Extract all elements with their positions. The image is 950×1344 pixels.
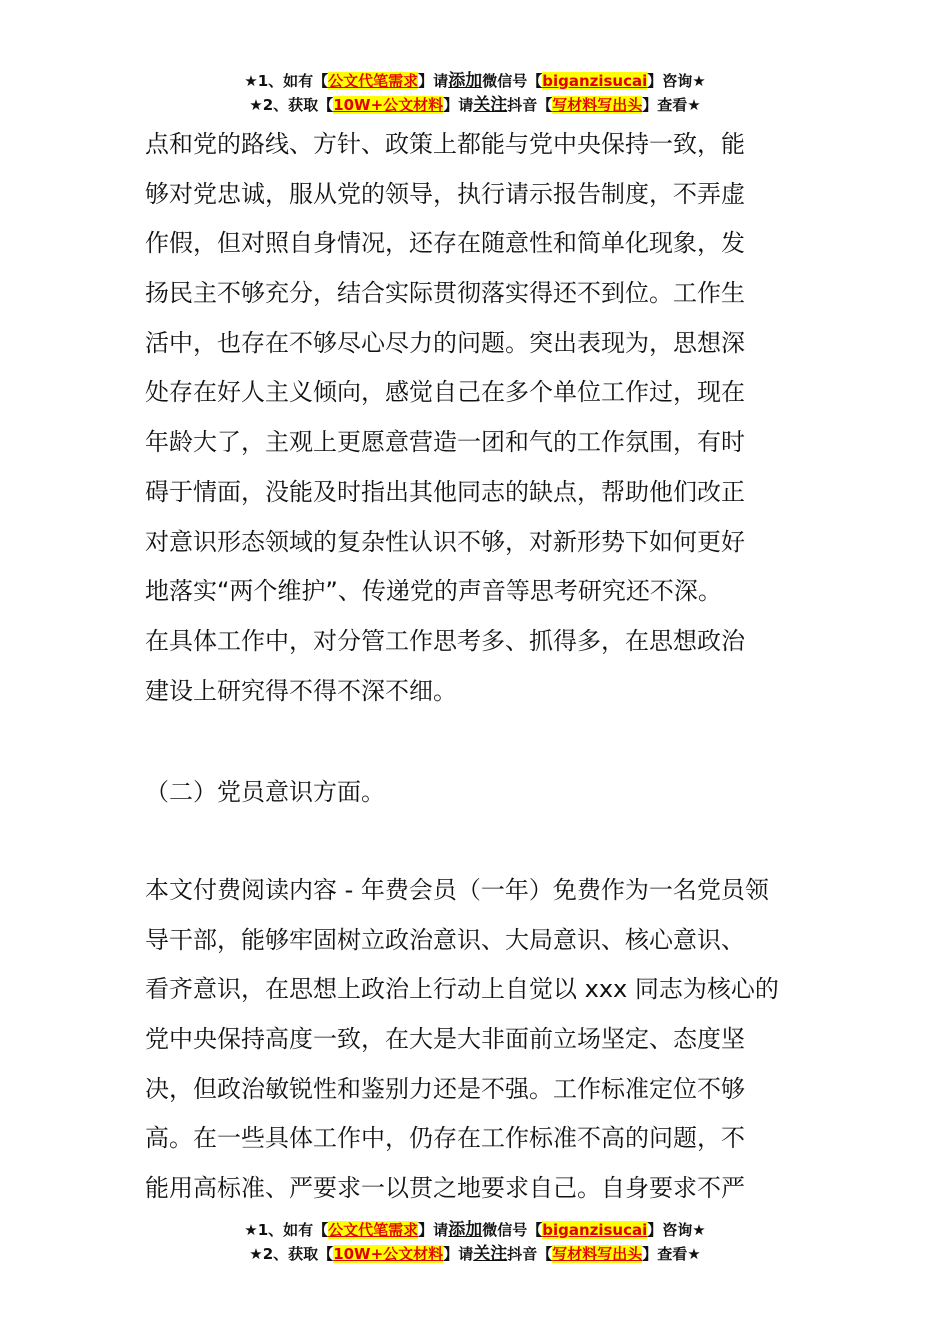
footer-banner	[0, 1218, 950, 1266]
text-line: 高。在一些具体工作中，仍存在工作标准不高的问题，不	[145, 1124, 745, 1153]
banner-line-2	[0, 1242, 950, 1266]
text-line: 地落实“两个维护”、传递党的声音等思考研究还不深。	[145, 577, 722, 606]
banner-text: 】请	[443, 96, 474, 114]
text-line: 看齐意识，在思想上政治上行动上自觉以 xxx 同志为核心的	[145, 975, 779, 1004]
banner-line-1	[0, 1218, 950, 1242]
banner-text: 】请	[418, 72, 449, 90]
banner-text: 微信号【	[482, 72, 543, 90]
underlined-text: 关注	[473, 1244, 508, 1264]
text-line: 点和党的路线、方针、政策上都能与党中央保持一致，能	[145, 130, 745, 158]
wechat-id: biganzisucai	[542, 1221, 648, 1239]
banner-text: 】请	[443, 1245, 474, 1263]
text-line: 处存在好人主义倾向，感觉自己在多个单位工作过，现在	[145, 378, 745, 407]
banner-text: ★2、获取【	[249, 1245, 334, 1263]
text-line: 本文付费阅读内容 - 年费会员（一年）免费作为一名党员领	[145, 876, 769, 904]
underlined-text: 添加	[448, 1220, 483, 1240]
banner-text: ★2、获取【	[249, 96, 334, 114]
heading-text: （二）党员意识方面。	[145, 778, 385, 806]
section-heading	[145, 768, 825, 818]
underlined-text: 添加	[448, 71, 483, 91]
banner-text: 】请	[418, 1221, 449, 1239]
text-line: 活中，也存在不够尽心尽力的问题。突出表现为，思想深	[145, 328, 745, 357]
text-line: 建设上研究得不得不深不细。	[145, 676, 457, 705]
paragraph-1	[145, 120, 825, 716]
text-line: 作假，但对照自身情况，还存在随意性和简单化现象，发	[145, 229, 745, 258]
underlined-text: 关注	[473, 95, 508, 115]
banner-text: 】查看★	[642, 96, 701, 114]
banner-text: 】咨询★	[647, 1221, 706, 1239]
douyin-id: 写材料写出头	[552, 1245, 643, 1263]
banner-line-1	[0, 69, 950, 93]
text-line: 对意识形态领域的复杂性认识不够，对新形势下如何更好	[145, 527, 745, 556]
banner-text: 】查看★	[642, 1245, 701, 1263]
banner-text: 】咨询★	[647, 72, 706, 90]
banner-line-2	[0, 93, 950, 117]
text-line: 党中央保持高度一致，在大是大非面前立场坚定、态度坚	[145, 1025, 745, 1054]
highlight-text: 公文代笔需求	[328, 1221, 419, 1239]
wechat-id: biganzisucai	[542, 72, 648, 90]
highlight-text: 10W+公文材料	[333, 1245, 444, 1263]
highlight-text: 10W+公文材料	[333, 96, 444, 114]
banner-text: 抖音【	[507, 1245, 553, 1263]
banner-text: 微信号【	[482, 1221, 543, 1239]
banner-text: ★1、如有【	[244, 1221, 329, 1239]
paragraph-2	[145, 866, 825, 1214]
text-line: 导干部，能够牢固树立政治意识、大局意识、核心意识、	[145, 925, 745, 954]
text-line: 在具体工作中，对分管工作思考多、抓得多，在思想政治	[145, 626, 745, 655]
text-line: 扬民主不够充分，结合实际贯彻落实得还不到位。工作生	[145, 279, 745, 308]
text-line: 年龄大了，主观上更愿意营造一团和气的工作氛围，有时	[145, 428, 745, 457]
douyin-id: 写材料写出头	[552, 96, 643, 114]
text-line: 碍于情面，没能及时指出其他同志的缺点，帮助他们改正	[145, 477, 745, 506]
text-line: 够对党忠诚，服从党的领导，执行请示报告制度，不弄虚	[145, 179, 745, 208]
text-line: 决，但政治敏锐性和鉴别力还是不强。工作标准定位不够	[145, 1074, 745, 1103]
banner-text: ★1、如有【	[244, 72, 329, 90]
text-line: 能用高标准、严要求一以贯之地要求自己。自身要求不严	[145, 1174, 745, 1203]
header-banner	[0, 69, 950, 117]
banner-text: 抖音【	[507, 96, 553, 114]
highlight-text: 公文代笔需求	[328, 72, 419, 90]
